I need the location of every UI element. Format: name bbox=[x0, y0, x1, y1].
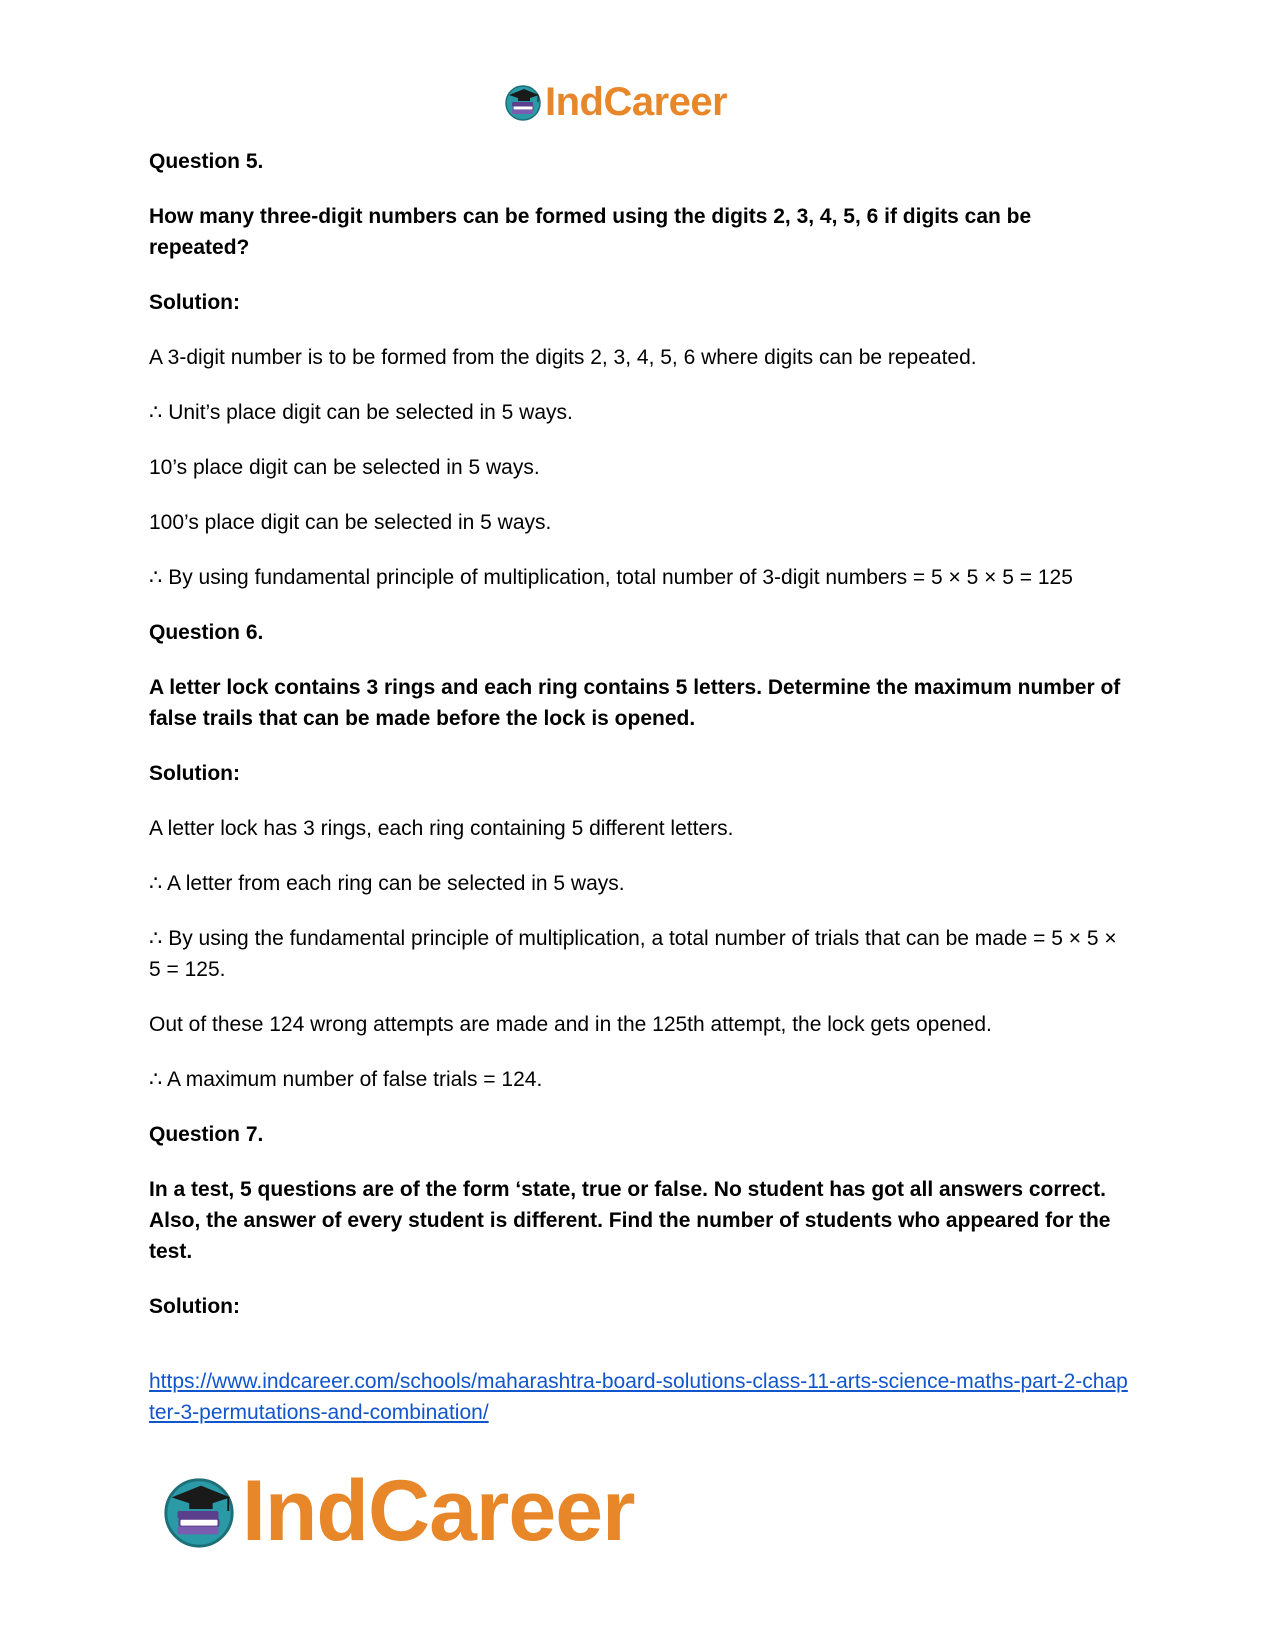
question-heading: Question 7. bbox=[149, 1123, 264, 1146]
source-link-paragraph bbox=[149, 1366, 1129, 1428]
solution-label: Solution: bbox=[149, 1295, 240, 1318]
solution-label: Solution: bbox=[149, 762, 240, 785]
footer-logo bbox=[160, 1463, 635, 1559]
question-heading: Question 6. bbox=[149, 621, 264, 644]
logo-text: IndCareer bbox=[242, 1463, 635, 1559]
graduation-cap-book-icon bbox=[503, 82, 543, 122]
document-body bbox=[149, 146, 1129, 1452]
solution-label: Solution: bbox=[149, 291, 240, 314]
solution-line: ∴ A maximum number of false trials = 124. bbox=[149, 1068, 543, 1091]
solution-line: ∴ Unit’s place digit can be selected in 5 ways. bbox=[149, 401, 573, 424]
solution-line: ∴ By using the fundamental principle of multiplication, a total number of trials that can be made = 5 × 5 × 5 = 125. bbox=[149, 927, 1117, 981]
graduation-cap-book-icon bbox=[160, 1472, 238, 1550]
question-heading: Question 5. bbox=[149, 150, 264, 173]
solution-line: ∴ A letter from each ring can be selected in 5 ways. bbox=[149, 872, 625, 895]
solution-line: 100’s place digit can be selected in 5 ways. bbox=[149, 511, 552, 534]
logo-text: IndCareer bbox=[545, 80, 728, 124]
header-logo bbox=[503, 78, 727, 126]
source-link[interactable]: https://www.indcareer.com/schools/maharashtra-board-solutions-class-11-arts-science-maths-part-2-chapter-3-permutations-and-combination/ bbox=[149, 1370, 1128, 1424]
solution-line: A 3-digit number is to be formed from the digits 2, 3, 4, 5, 6 where digits can be repeated. bbox=[149, 346, 977, 369]
solution-line: ∴ By using fundamental principle of multiplication, total number of 3-digit numbers = 5 × 5 × 5 = 125 bbox=[149, 566, 1073, 589]
question-text: In a test, 5 questions are of the form ‘state, true or false. No student has got all answers correct. Also, the answer of every student is different. Find the number of students who appeared for the test. bbox=[149, 1178, 1111, 1263]
solution-line: Out of these 124 wrong attempts are made and in the 125th attempt, the lock gets opened. bbox=[149, 1013, 992, 1036]
question-text: A letter lock contains 3 rings and each ring contains 5 letters. Determine the maximum number of false trails that can be made before the lock is opened. bbox=[149, 676, 1121, 730]
solution-line: A letter lock has 3 rings, each ring containing 5 different letters. bbox=[149, 817, 734, 840]
solution-line: 10’s place digit can be selected in 5 ways. bbox=[149, 456, 540, 479]
question-text: How many three-digit numbers can be formed using the digits 2, 3, 4, 5, 6 if digits can be repeated? bbox=[149, 205, 1032, 259]
